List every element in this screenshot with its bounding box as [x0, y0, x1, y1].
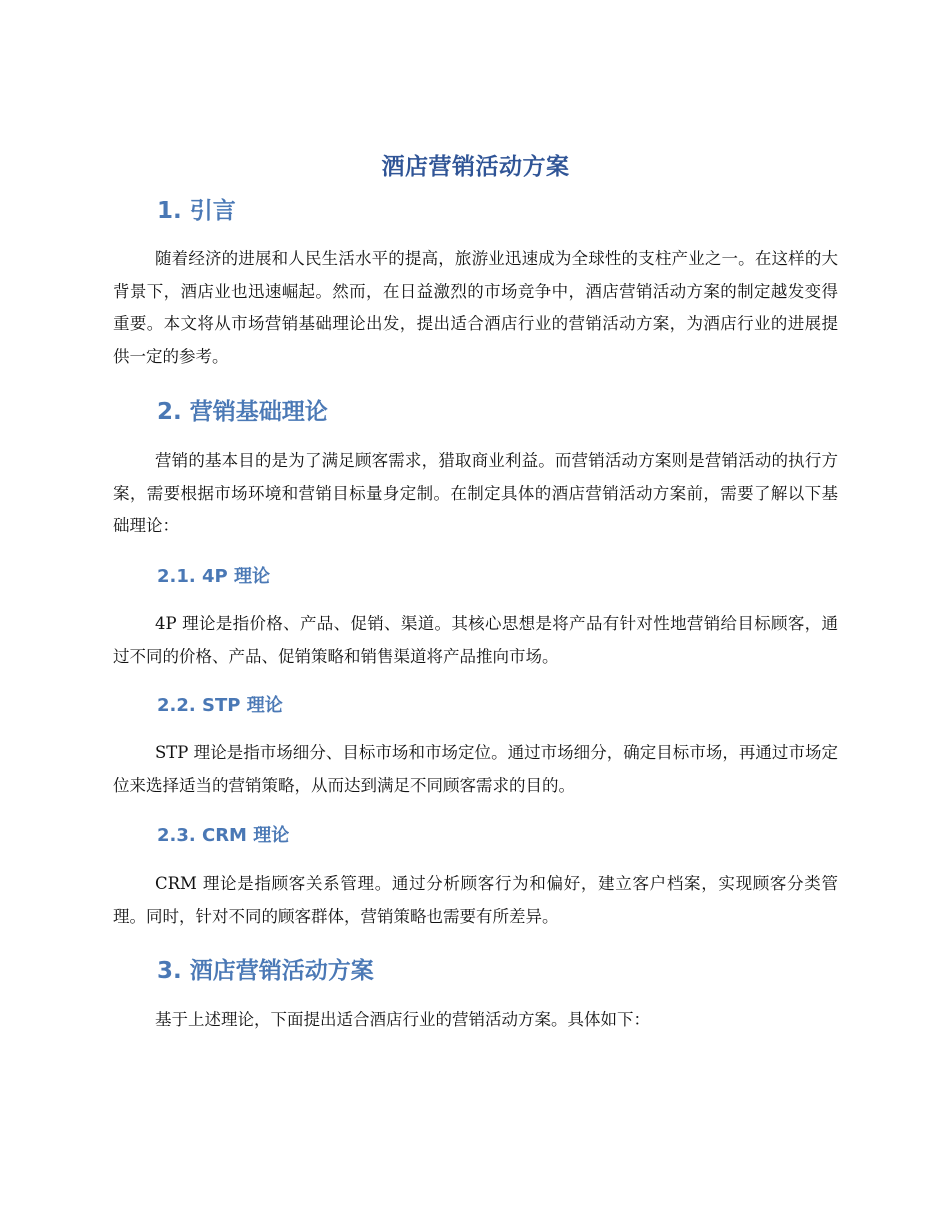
subsection-paragraph-crm: CRM 理论是指顾客关系管理。通过分析顾客行为和偏好，建立客户档案，实现顾客分类管理。同时，针对不同的顾客群体，营销策略也需要有所差异。	[113, 874, 838, 926]
section-paragraph-hotel-plan: 基于上述理论，下面提出适合酒店行业的营销活动方案。具体如下：	[155, 1010, 650, 1029]
section-heading-hotel-plan: 3. 酒店营销活动方案	[157, 958, 374, 984]
subsection-paragraph-4p: 4P 理论是指价格、产品、促销、渠道。其核心思想是将产品有针对性地营销给目标顾客，通过不同的价格、产品、促销策略和销售渠道将产品推向市场。	[113, 614, 838, 666]
subsection-heading-4p: 2.1. 4P 理论	[157, 566, 270, 587]
document-title: 酒店营销活动方案	[381, 154, 570, 180]
section-paragraph-marketing-theory: 营销的基本目的是为了满足顾客需求，猎取商业利益。而营销活动方案则是营销活动的执行方案，需要根据市场环境和营销目标量身定制。在制定具体的酒店营销活动方案前，需要了解以下基础理论：	[113, 451, 838, 535]
subsection-heading-crm: 2.3. CRM 理论	[157, 825, 290, 846]
subsection-paragraph-stp: STP 理论是指市场细分、目标市场和市场定位。通过市场细分，确定目标市场，再通过市场定位来选择适当的营销策略，从而达到满足不同顾客需求的目的。	[113, 743, 838, 795]
section-heading-marketing-theory: 2. 营销基础理论	[157, 399, 328, 425]
section-paragraph-introduction: 随着经济的进展和人民生活水平的提高，旅游业迅速成为全球性的支柱产业之一。在这样的大背景下，酒店业也迅速崛起。然而，在日益激烈的市场竞争中，酒店营销活动方案的制定越发变得重要。本文将从市场营销基础理论出发，提出适合酒店行业的营销活动方案，为酒店行业的进展提供一定的参考。	[113, 249, 838, 366]
section-heading-introduction: 1. 引言	[157, 198, 236, 224]
subsection-heading-stp: 2.2. STP 理论	[157, 695, 283, 716]
